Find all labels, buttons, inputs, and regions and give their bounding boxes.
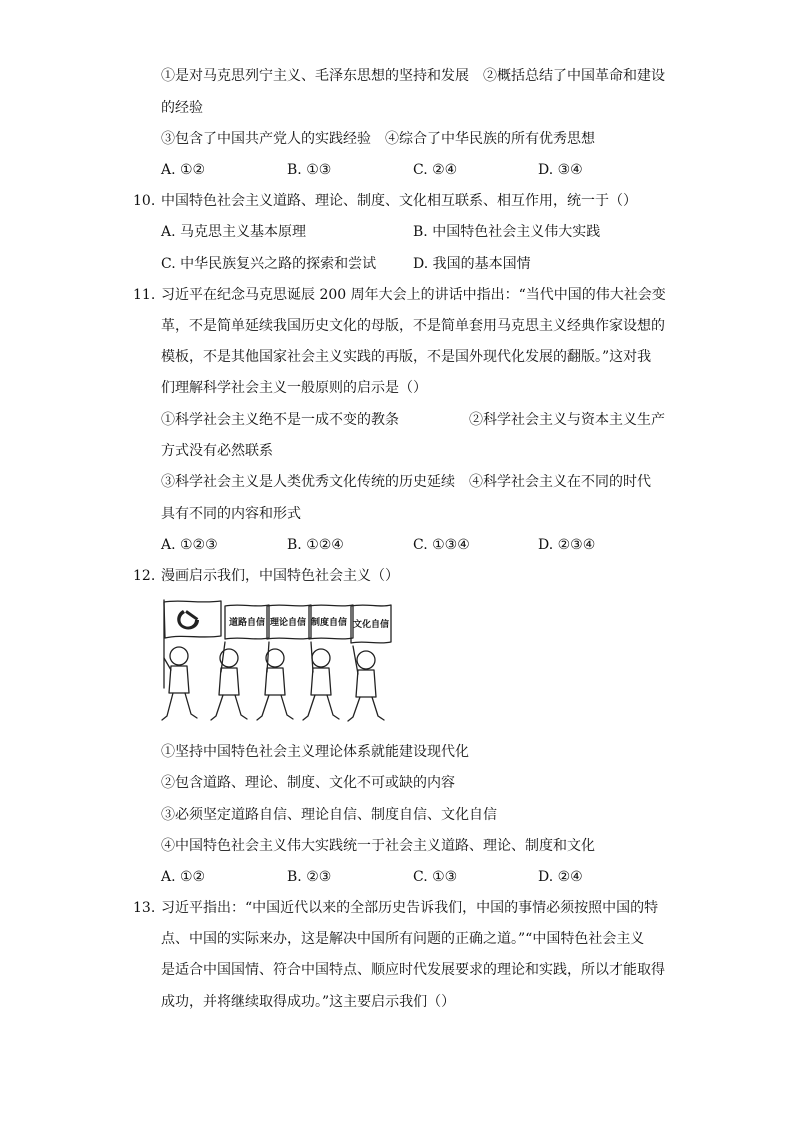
comic-illustration bbox=[161, 598, 393, 726]
party-flag bbox=[164, 601, 221, 638]
q10-number: 10. bbox=[133, 193, 156, 209]
q12-statement-line: ④中国特色社会主义伟大实践统一于社会主义道路、理论、制度和文化 bbox=[161, 838, 595, 854]
q11-statement-line: 方式没有必然联系 bbox=[161, 443, 273, 459]
q12-stem: 漫画启示我们，中国特色社会主义（） bbox=[161, 568, 399, 584]
flag-label: 制度自信 bbox=[311, 618, 348, 628]
q9-option-c: C. ②④ bbox=[413, 162, 458, 178]
q12-option-a: A. ①② bbox=[161, 869, 206, 885]
marcher-figure bbox=[211, 642, 247, 720]
q11-option-d: D. ②③④ bbox=[538, 537, 596, 553]
q10-option-b: B. 中国特色社会主义伟大实践 bbox=[413, 224, 601, 240]
q10-stem: 中国特色社会主义道路、理论、制度、文化相互联系、相互作用，统一于（） bbox=[161, 193, 637, 209]
hammer-sickle-icon bbox=[177, 610, 199, 629]
marcher-figure bbox=[348, 646, 384, 721]
q11-option-c: C. ①③④ bbox=[413, 537, 470, 553]
q11-stem-line: 革，不是简单延续我国历史文化的母版，不是简单套用马克思主义经典作家设想的 bbox=[161, 318, 665, 334]
q12-statement-line: ②包含道路、理论、制度、文化不可或缺的内容 bbox=[161, 775, 455, 791]
flag-label: 道路自信 bbox=[229, 618, 266, 628]
q11-statement-line: ①科学社会主义绝不是一成不变的教条 ②科学社会主义与资本主义生产 bbox=[161, 412, 665, 428]
q10-option-d: D. 我国的基本国情 bbox=[413, 256, 531, 272]
q13-number: 13. bbox=[133, 900, 156, 916]
q13-stem-line: 习近平指出：“中国近代以来的全部历史告诉我们，中国的事情必须按照中国的特 bbox=[161, 900, 659, 916]
q11-option-a: A. ①②③ bbox=[161, 537, 218, 553]
q9-statement-line: ③包含了中国共产党人的实践经验 ④综合了中华民族的所有优秀思想 bbox=[161, 131, 595, 147]
q10-option-a: A. 马克思主义基本原理 bbox=[161, 224, 307, 240]
q11-stem-line: 模板，不是其他国家社会主义实践的再版，不是国外现代化发展的翻版。”这对我 bbox=[161, 349, 652, 365]
q12-option-b: B. ②③ bbox=[287, 869, 332, 885]
q9-option-a: A. ①② bbox=[161, 162, 206, 178]
q11-statement-line: ③科学社会主义是人类优秀文化传统的历史延续 ④科学社会主义在不同的时代 bbox=[161, 474, 651, 490]
q11-number: 11. bbox=[133, 287, 156, 303]
marcher-figure bbox=[303, 642, 339, 720]
q10-option-c: C. 中华民族复兴之路的探索和尝试 bbox=[161, 256, 377, 272]
q11-stem-line: 习近平在纪念马克思诞辰 200 周年大会上的讲话中指出：“当代中国的伟大社会变 bbox=[161, 287, 666, 303]
marcher-figure bbox=[162, 647, 197, 720]
q9-option-b: B. ①③ bbox=[287, 162, 332, 178]
q12-option-c: C. ①③ bbox=[413, 869, 458, 885]
q9-statement-line: ①是对马克思列宁主义、毛泽东思想的坚持和发展 ②概括总结了中国革命和建设 bbox=[161, 68, 665, 84]
q12-statement-line: ③必须坚定道路自信、理论自信、制度自信、文化自信 bbox=[161, 807, 497, 823]
q13-stem-line: 成功，并将继续取得成功。”这主要启示我们（） bbox=[161, 994, 456, 1010]
q9-statement-line: 的经验 bbox=[161, 100, 203, 116]
q12-statement-line: ①坚持中国特色社会主义理论体系就能建设现代化 bbox=[161, 744, 469, 760]
flag-label: 理论自信 bbox=[270, 618, 307, 628]
q13-stem-line: 点、中国的实际来办，这是解决中国所有问题的正确之道。”“中国特色社会主义 bbox=[161, 931, 645, 947]
q11-statement-line: 具有不同的内容和形式 bbox=[161, 506, 301, 522]
flag-label: 文化自信 bbox=[353, 620, 390, 630]
q11-option-b: B. ①②④ bbox=[287, 537, 344, 553]
q9-option-d: D. ③④ bbox=[538, 162, 583, 178]
marcher-figure bbox=[257, 642, 293, 720]
q13-stem-line: 是适合中国国情、符合中国特点、顺应时代发展要求的理论和实践，所以才能取得 bbox=[161, 962, 665, 978]
q12-number: 12. bbox=[133, 568, 156, 584]
q11-stem-line: 们理解科学社会主义一般原则的启示是（） bbox=[161, 380, 427, 396]
q12-option-d: D. ②④ bbox=[538, 869, 583, 885]
